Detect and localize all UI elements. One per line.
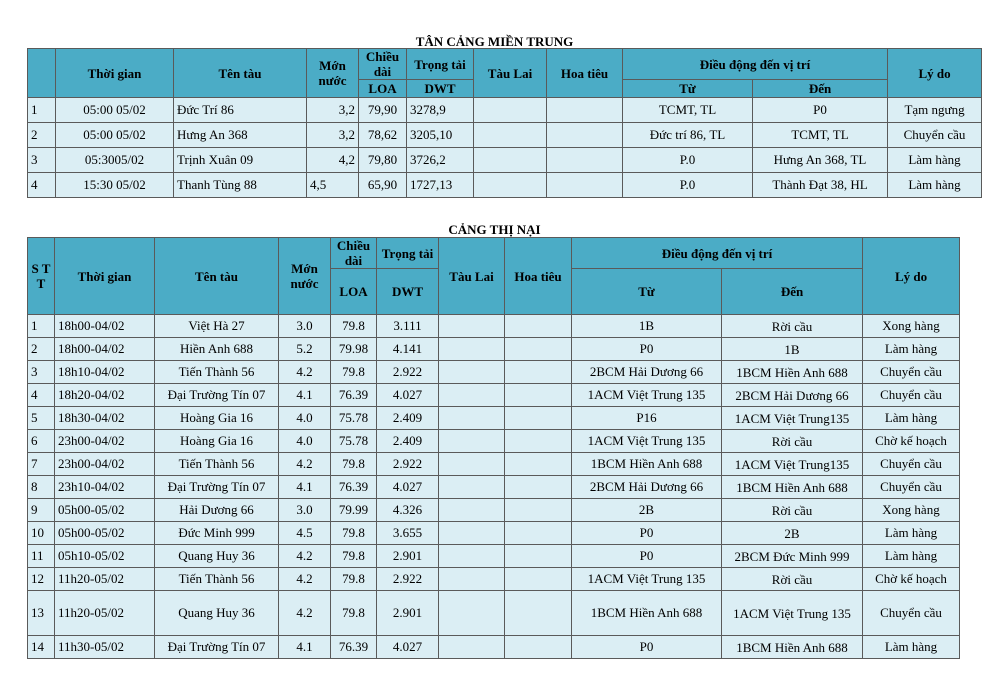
cell-time: 18h00-04/02 [55, 315, 155, 338]
cell-ship: Đại Trường Tín 07 [155, 476, 279, 499]
cell-ship: Đại Trường Tín 07 [155, 636, 279, 659]
cell-reason: Làm hàng [863, 545, 960, 568]
cell-from: P0 [572, 545, 722, 568]
cell-ship: Hải Dương 66 [155, 499, 279, 522]
cell-tug [439, 545, 505, 568]
cell-loa: 75.78 [331, 407, 377, 430]
header-ship: Tên tàu [174, 49, 307, 98]
header-reason: Lý do [863, 238, 960, 315]
cell-ship: Hưng An 368 [174, 123, 307, 148]
cell-tug [439, 591, 505, 636]
cell-to: TCMT, TL [753, 123, 888, 148]
cell-reason: Tạm ngưng [888, 98, 982, 123]
cell-draft: 3.0 [279, 315, 331, 338]
cell-dwt: 4.027 [377, 476, 439, 499]
table-row [28, 338, 960, 361]
cell-tug [439, 522, 505, 545]
cell-loa: 76.39 [331, 384, 377, 407]
cell-ship: Tiến Thành 56 [155, 568, 279, 591]
thi-nai-table [27, 237, 960, 659]
cell-dwt: 3205,10 [407, 123, 474, 148]
cell-pilot [547, 123, 623, 148]
cell-reason: Xong hàng [863, 499, 960, 522]
cell-from: 1BCM Hiền Anh 688 [572, 453, 722, 476]
cell-loa: 79.99 [331, 499, 377, 522]
header-stt [28, 49, 56, 98]
cell-pilot [505, 499, 572, 522]
cell-dwt: 4.027 [377, 384, 439, 407]
cell-ship: Hiền Anh 688 [155, 338, 279, 361]
header-tonnage: Trọng tải [407, 49, 474, 80]
cell-pilot [505, 591, 572, 636]
cell-tug [439, 568, 505, 591]
cell-dwt: 4.141 [377, 338, 439, 361]
cell-loa: 79.8 [331, 522, 377, 545]
cell-loa: 76.39 [331, 476, 377, 499]
cell-stt: 4 [28, 173, 56, 198]
cell-time: 05:00 05/02 [56, 123, 174, 148]
cell-stt: 6 [28, 430, 55, 453]
cell-draft: 4.2 [279, 361, 331, 384]
cell-reason: Xong hàng [863, 315, 960, 338]
table-row [28, 407, 960, 430]
table-row [28, 476, 960, 499]
header-from: Từ [623, 80, 753, 98]
cell-pilot [505, 384, 572, 407]
cell-loa: 76.39 [331, 636, 377, 659]
header-tug: Tàu Lai [439, 238, 505, 315]
cell-from: P0 [572, 522, 722, 545]
cell-tug [439, 338, 505, 361]
cell-stt: 1 [28, 315, 55, 338]
cell-reason: Làm hàng [888, 148, 982, 173]
cell-pilot [547, 148, 623, 173]
cell-stt: 4 [28, 384, 55, 407]
cell-dwt: 3726,2 [407, 148, 474, 173]
table-row [28, 430, 960, 453]
cell-ship: Thanh Tùng 88 [174, 173, 307, 198]
header-move: Điều động đến vị trí [572, 238, 863, 269]
cell-loa: 79.8 [331, 315, 377, 338]
cell-pilot [505, 407, 572, 430]
cell-dwt: 4.326 [377, 499, 439, 522]
cell-reason: Chờ kế hoạch [863, 430, 960, 453]
section1-title: TÂN CẢNG MIỀN TRUNG [415, 34, 574, 49]
cell-to: Rời cầu [722, 499, 863, 522]
cell-time: 18h20-04/02 [55, 384, 155, 407]
cell-time: 05h00-05/02 [55, 522, 155, 545]
cell-ship: Hoàng Gia 16 [155, 407, 279, 430]
header-reason: Lý do [888, 49, 982, 98]
header-tug: Tàu Lai [474, 49, 547, 98]
cell-tug [439, 384, 505, 407]
cell-reason: Làm hàng [863, 522, 960, 545]
cell-reason: Chuyển cầu [863, 591, 960, 636]
header-stt: S T T [28, 238, 55, 315]
cell-loa: 65,90 [359, 173, 407, 198]
cell-from: P.0 [623, 173, 753, 198]
cell-to: 2BCM Đức Minh 999 [722, 545, 863, 568]
cell-to: 1B [722, 338, 863, 361]
header-pilot: Hoa tiêu [547, 49, 623, 98]
cell-draft: 3.0 [279, 499, 331, 522]
cell-pilot [505, 430, 572, 453]
cell-reason: Làm hàng [863, 407, 960, 430]
cell-from: 1ACM Việt Trung 135 [572, 430, 722, 453]
cell-loa: 79.8 [331, 545, 377, 568]
cell-to: Rời cầu [722, 568, 863, 591]
cell-from: Đức trí 86, TL [623, 123, 753, 148]
cell-pilot [505, 361, 572, 384]
cell-ship: Đại Trường Tín 07 [155, 384, 279, 407]
cell-to: Hưng An 368, TL [753, 148, 888, 173]
cell-from: P0 [572, 338, 722, 361]
cell-draft: 4.2 [279, 568, 331, 591]
cell-reason: Chuyển cầu [888, 123, 982, 148]
cell-pilot [505, 453, 572, 476]
cell-from: 1ACM Việt Trung 135 [572, 384, 722, 407]
header-loa: LOA [359, 80, 407, 98]
cell-loa: 79.8 [331, 453, 377, 476]
cell-ship: Việt Hà 27 [155, 315, 279, 338]
cell-ship: Trịnh Xuân 09 [174, 148, 307, 173]
cell-tug [474, 173, 547, 198]
header-to: Đến [722, 269, 863, 315]
cell-dwt: 4.027 [377, 636, 439, 659]
cell-stt: 2 [28, 123, 56, 148]
cell-time: 05h10-05/02 [55, 545, 155, 568]
cell-to: Rời cầu [722, 430, 863, 453]
table-row [28, 361, 960, 384]
cell-tug [439, 453, 505, 476]
cell-draft: 4.1 [279, 636, 331, 659]
cell-loa: 79,90 [359, 98, 407, 123]
cell-dwt: 3.111 [377, 315, 439, 338]
cell-to: 1BCM Hiền Anh 688 [722, 361, 863, 384]
header-time: Thời gian [55, 238, 155, 315]
cell-time: 05:3005/02 [56, 148, 174, 173]
cell-stt: 14 [28, 636, 55, 659]
header-length: Chiều dài [359, 49, 407, 80]
cell-tug [439, 361, 505, 384]
table-row [28, 545, 960, 568]
cell-to: 1ACM Việt Trung135 [722, 453, 863, 476]
cell-stt: 9 [28, 499, 55, 522]
cell-pilot [505, 522, 572, 545]
cell-loa: 79.8 [331, 361, 377, 384]
cell-to: Thành Đạt 38, HL [753, 173, 888, 198]
cell-dwt: 2.901 [377, 545, 439, 568]
cell-reason: Làm hàng [863, 636, 960, 659]
cell-stt: 3 [28, 148, 56, 173]
cell-draft: 4,2 [307, 148, 359, 173]
cell-stt: 1 [28, 98, 56, 123]
cell-reason: Chuyển cầu [863, 361, 960, 384]
cell-pilot [505, 568, 572, 591]
header-move: Điều động đến vị trí [623, 49, 888, 80]
cell-tug [474, 123, 547, 148]
cell-dwt: 2.922 [377, 453, 439, 476]
table-row [28, 453, 960, 476]
header-length: Chiều dài [331, 238, 377, 269]
cell-loa: 79.8 [331, 568, 377, 591]
cell-draft: 3,2 [307, 123, 359, 148]
cell-ship: Đức Minh 999 [155, 522, 279, 545]
tan-cang-table [27, 48, 982, 198]
cell-stt: 13 [28, 591, 55, 636]
cell-from: P.0 [623, 148, 753, 173]
header-draft: Mớn nước [279, 238, 331, 315]
cell-stt: 3 [28, 361, 55, 384]
cell-from: 1ACM Việt Trung 135 [572, 568, 722, 591]
cell-pilot [505, 545, 572, 568]
cell-dwt: 3.655 [377, 522, 439, 545]
header-from: Từ [572, 269, 722, 315]
cell-stt: 8 [28, 476, 55, 499]
cell-tug [474, 148, 547, 173]
cell-tug [439, 315, 505, 338]
header-pilot: Hoa tiêu [505, 238, 572, 315]
cell-time: 11h20-05/02 [55, 591, 155, 636]
table-row [28, 98, 982, 123]
cell-time: 18h00-04/02 [55, 338, 155, 361]
cell-dwt: 2.901 [377, 591, 439, 636]
cell-dwt: 3278,9 [407, 98, 474, 123]
cell-from: P16 [572, 407, 722, 430]
cell-from: 2B [572, 499, 722, 522]
cell-reason: Chuyển cầu [863, 476, 960, 499]
cell-time: 05h00-05/02 [55, 499, 155, 522]
cell-draft: 4.2 [279, 591, 331, 636]
cell-reason: Làm hàng [863, 338, 960, 361]
cell-tug [474, 98, 547, 123]
header-to: Đến [753, 80, 888, 98]
header-dwt: DWT [377, 269, 439, 315]
cell-tug [439, 407, 505, 430]
cell-from: P0 [572, 636, 722, 659]
cell-draft: 4.0 [279, 430, 331, 453]
table-row [28, 499, 960, 522]
cell-draft: 4.0 [279, 407, 331, 430]
cell-draft: 3,2 [307, 98, 359, 123]
cell-dwt: 2.922 [377, 568, 439, 591]
cell-to: 2B [722, 522, 863, 545]
cell-time: 11h20-05/02 [55, 568, 155, 591]
cell-tug [439, 476, 505, 499]
cell-time: 18h10-04/02 [55, 361, 155, 384]
cell-dwt: 1727,13 [407, 173, 474, 198]
cell-stt: 10 [28, 522, 55, 545]
table-row [28, 173, 982, 198]
cell-reason: Chuyển cầu [863, 384, 960, 407]
table-row [28, 148, 982, 173]
cell-to: 1BCM Hiền Anh 688 [722, 636, 863, 659]
cell-from: TCMT, TL [623, 98, 753, 123]
cell-ship: Tiến Thành 56 [155, 453, 279, 476]
table-row [28, 591, 960, 636]
cell-dwt: 2.922 [377, 361, 439, 384]
cell-time: 18h30-04/02 [55, 407, 155, 430]
header-dwt: DWT [407, 80, 474, 98]
cell-ship: Đức Trí 86 [174, 98, 307, 123]
cell-stt: 12 [28, 568, 55, 591]
cell-stt: 11 [28, 545, 55, 568]
cell-pilot [505, 476, 572, 499]
cell-loa: 78,62 [359, 123, 407, 148]
cell-dwt: 2.409 [377, 407, 439, 430]
cell-stt: 2 [28, 338, 55, 361]
cell-loa: 75.78 [331, 430, 377, 453]
cell-to: P0 [753, 98, 888, 123]
header-tonnage: Trọng tải [377, 238, 439, 269]
cell-from: 2BCM Hải Dương 66 [572, 361, 722, 384]
cell-stt: 5 [28, 407, 55, 430]
cell-pilot [505, 338, 572, 361]
cell-to: 1ACM Việt Trung135 [722, 407, 863, 430]
section2-title: CẢNG THỊ NẠI [448, 222, 541, 237]
cell-pilot [505, 636, 572, 659]
cell-time: 11h30-05/02 [55, 636, 155, 659]
cell-tug [439, 499, 505, 522]
cell-reason: Làm hàng [888, 173, 982, 198]
header-time: Thời gian [56, 49, 174, 98]
table-row [28, 636, 960, 659]
cell-reason: Chuyển cầu [863, 453, 960, 476]
cell-tug [439, 636, 505, 659]
table-row [28, 568, 960, 591]
cell-ship: Quang Huy 36 [155, 545, 279, 568]
cell-time: 23h00-04/02 [55, 453, 155, 476]
cell-from: 2BCM Hải Dương 66 [572, 476, 722, 499]
cell-draft: 5.2 [279, 338, 331, 361]
cell-pilot [547, 98, 623, 123]
cell-from: 1B [572, 315, 722, 338]
cell-time: 23h00-04/02 [55, 430, 155, 453]
table-row [28, 384, 960, 407]
cell-to: 1BCM Hiền Anh 688 [722, 476, 863, 499]
header-loa: LOA [331, 269, 377, 315]
cell-draft: 4,5 [307, 173, 359, 198]
cell-draft: 4.2 [279, 453, 331, 476]
cell-to: 2BCM Hải Dương 66 [722, 384, 863, 407]
cell-pilot [547, 173, 623, 198]
cell-from: 1BCM Hiền Anh 688 [572, 591, 722, 636]
cell-time: 15:30 05/02 [56, 173, 174, 198]
table-row [28, 522, 960, 545]
cell-draft: 4.1 [279, 384, 331, 407]
cell-stt: 7 [28, 453, 55, 476]
cell-ship: Hoàng Gia 16 [155, 430, 279, 453]
cell-loa: 79.98 [331, 338, 377, 361]
cell-tug [439, 430, 505, 453]
cell-pilot [505, 315, 572, 338]
cell-loa: 79,80 [359, 148, 407, 173]
cell-loa: 79.8 [331, 591, 377, 636]
header-draft: Mớn nước [307, 49, 359, 98]
cell-ship: Quang Huy 36 [155, 591, 279, 636]
cell-time: 23h10-04/02 [55, 476, 155, 499]
header-ship: Tên tàu [155, 238, 279, 315]
table-row [28, 123, 982, 148]
cell-draft: 4.1 [279, 476, 331, 499]
cell-to: Rời cầu [722, 315, 863, 338]
cell-time: 05:00 05/02 [56, 98, 174, 123]
cell-draft: 4.2 [279, 545, 331, 568]
cell-draft: 4.5 [279, 522, 331, 545]
cell-to: 1ACM Việt Trung 135 [722, 591, 863, 636]
cell-reason: Chờ kế hoạch [863, 568, 960, 591]
cell-ship: Tiến Thành 56 [155, 361, 279, 384]
table-row [28, 315, 960, 338]
cell-dwt: 2.409 [377, 430, 439, 453]
